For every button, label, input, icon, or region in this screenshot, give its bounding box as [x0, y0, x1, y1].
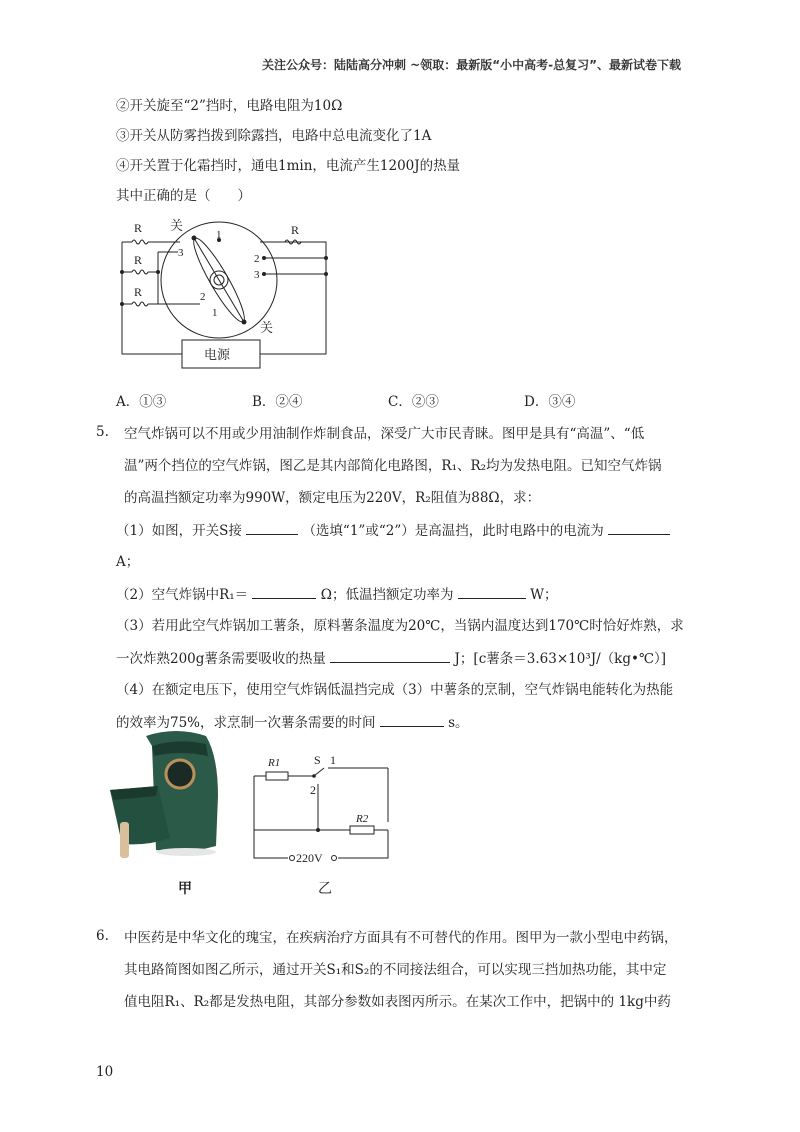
contact-2-left: 2: [200, 291, 206, 303]
q5-part-1-unit: A；: [116, 554, 140, 570]
page-header: 关注公众号：陆陆高分冲刺 ~领取：最新版“小中高考-总复习”、最新试卷下载: [262, 58, 681, 72]
answer-blank-6[interactable]: [380, 712, 444, 727]
q5-intro-line-1: 空气炸锅可以不用或少用油制作炸制食品，深受广大市民青睐。图甲是具有“高温”、“低: [124, 426, 645, 442]
figure-caption-jia: 甲: [178, 881, 192, 897]
answer-blank-3[interactable]: [252, 584, 316, 599]
resistor-zigzag-1: [132, 240, 148, 244]
q6-line-3: 值电阻R₁、R₂都是发热电阻，其部分参数如表图丙所示。在某次工作中，把锅中的 1kg中药: [124, 994, 671, 1010]
r-label-2: R: [134, 253, 143, 267]
contact-1-bottom: 1: [212, 307, 218, 319]
q4-circuit-diagram: [110, 212, 340, 372]
q6-number: 6.: [96, 928, 109, 944]
power-label: 电源: [204, 347, 231, 362]
q5-circuit-diagram: [244, 744, 400, 872]
q5-part-3-line-1: （3）若用此空气炸锅加工薯条，原料薯条温度为20℃，当锅内温度达到170℃时恰好炸熟，求: [116, 618, 684, 634]
option-c[interactable]: C．②③: [388, 394, 439, 410]
switch-contact-2: 2: [310, 783, 316, 797]
answer-blank-5[interactable]: [330, 648, 450, 663]
r2-resistor: [350, 826, 374, 834]
contact-2-right: 2: [254, 253, 260, 265]
q4-statement-3: ③开关从防雾挡拨到除露挡，电路中总电流变化了1A: [116, 128, 432, 144]
q5-intro-line-3: 的高温挡额定功率为990W，额定电压为220V，R₂阻值为88Ω，求：: [124, 490, 541, 506]
voltage-label: 220V: [296, 851, 323, 865]
option-a[interactable]: A．①③: [116, 394, 167, 410]
q5-intro-line-2: 温”两个挡位的空气炸锅，图乙是其内部简化电路图，R₁、R₂均为发热电阻。已知空气炸锅: [124, 458, 662, 474]
switch-contact-1: 1: [330, 753, 336, 767]
q4-statement-4: ④开关置于化霜挡时，通电1min，电流产生1200J的热量: [116, 158, 461, 174]
air-fryer-image: [108, 726, 238, 866]
r1-resistor: [266, 772, 288, 780]
q5-part-4-line-1: （4）在额定电压下，使用空气炸锅低温挡完成（3）中薯条的烹制，空气炸锅电能转化为热能: [116, 682, 674, 698]
q5-part-1: （1）如图，开关S接 （选填“1”或“2”）是高温挡，此时电路中的电流为: [116, 520, 670, 541]
page-number: 10: [96, 1064, 114, 1080]
resistor-zigzag-3: [132, 302, 148, 306]
switch-off-label-top: 关: [170, 218, 184, 233]
answer-blank-2[interactable]: [608, 520, 670, 535]
fryer-handle: [120, 822, 129, 858]
q5-part-2: （2）空气炸锅中R₁＝ Ω；低温挡额定功率为 W；: [116, 584, 557, 605]
option-b[interactable]: B．②④: [252, 394, 303, 410]
figure-caption-yi: 乙: [318, 881, 332, 897]
switch-off-label-bottom: 关: [260, 320, 274, 335]
q4-statement-2: ②开关旋至“2”挡时，电路电阻为10Ω: [116, 98, 343, 114]
q4-prompt: 其中正确的是（ ）: [116, 188, 251, 204]
q6-line-1: 中医药是中华文化的瑰宝，在疾病治疗方面具有不可替代的作用。图甲为一款小型电中药锅，: [124, 930, 678, 946]
contact-3-right: 3: [254, 269, 260, 281]
r-label-4: R: [291, 223, 300, 237]
q5-part-4-line-2: 的效率为75%，求烹制一次薯条需要的时间 s。: [116, 712, 469, 733]
resistor-zigzag-2: [132, 270, 148, 274]
r2-label: R2: [356, 813, 369, 825]
option-d[interactable]: D．③④: [524, 394, 576, 410]
answer-blank-4[interactable]: [458, 584, 526, 599]
answer-blank-1[interactable]: [246, 520, 298, 535]
right-wire: [260, 242, 326, 354]
q6-line-2: 其电路简图如图乙所示，通过开关S₁和S₂的不同接法组合，可以实现三挡加热功能，其中定: [124, 962, 667, 978]
q5-part-3-line-2: 一次炸熟200g薯条需要吸收的热量 J；[c薯条＝3.63×10³J/（kg•℃）]: [116, 648, 666, 669]
q5-number: 5.: [96, 424, 109, 440]
switch-s-label: S: [314, 753, 321, 767]
control-dial-icon: [166, 760, 194, 788]
contact-1-top: 1: [216, 229, 222, 241]
r1-label: R1: [268, 757, 281, 769]
r-label-3: R: [134, 285, 143, 299]
contact-3-left: 3: [178, 247, 184, 259]
r-label-1: R: [134, 221, 143, 235]
